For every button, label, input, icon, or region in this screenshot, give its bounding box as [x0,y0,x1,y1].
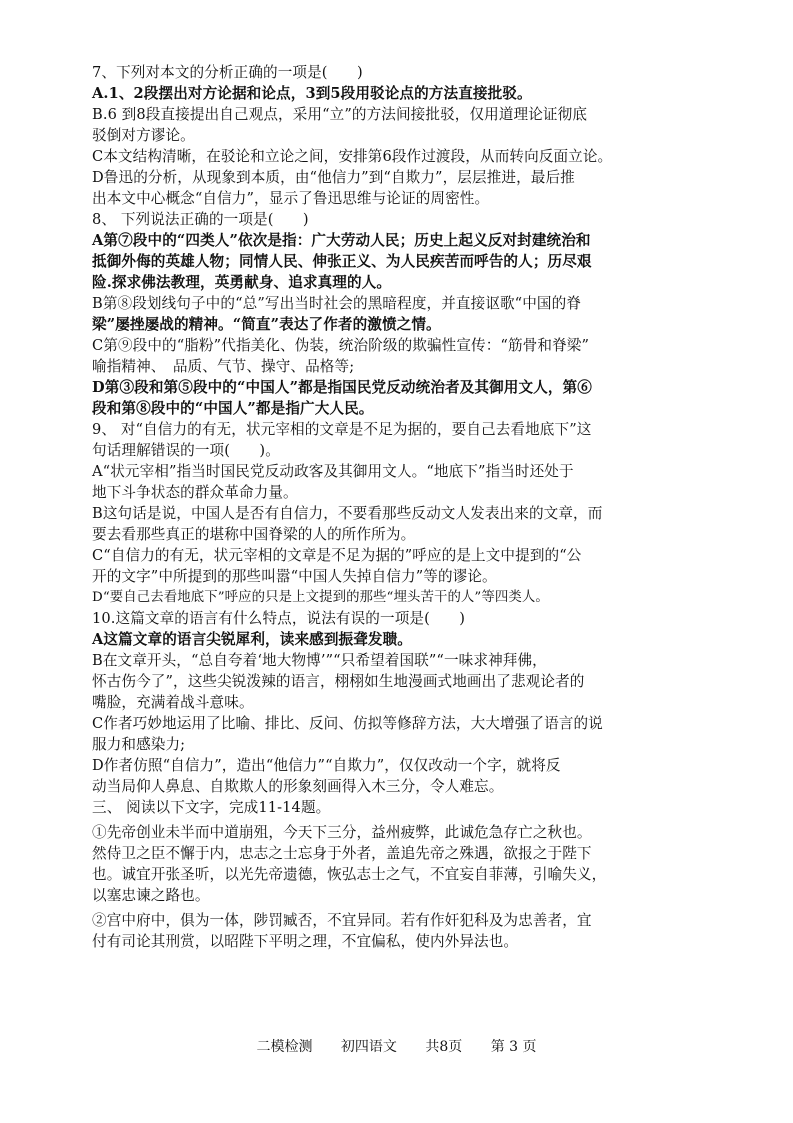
text-line: 动当局仰人鼻息、自欺欺人的形象刻画得入木三分，令人难忘。 [92,778,504,795]
text-line: B.6 到8段直接提出自己观点，采用“立”的方法间接批驳，仅用道理论证彻底 [92,106,588,123]
text-line: 付有司论其刑赏，以昭陛下平明之理，不宜偏私，使内外异法也。 [92,933,519,950]
text-line: ②宫中府中，俱为一体，陟罚臧否，不宜异同。若有作奸犯科及为忠善者，宜 [92,912,592,929]
text-line: D作者仿照“自信力”，造出“他信力”“自欺力”，仅仅改动一个字，就将反 [92,757,561,774]
text-line: 要去看那些真正的堪称中国脊梁的人的所作所为。 [92,526,416,543]
text-line: A这篇文章的语言尖锐犀利，读来感到振聋发聩。 [92,631,412,648]
question-text-block [92,62,710,952]
text-line: B第⑧段划线句子中的“总”写出当时社会的黑暗程度，并直接讴歌“中国的脊 [92,295,582,312]
text-line: ①先帝创业未半而中道崩殂，今天下三分，益州疲弊，此诚危急存亡之秋也。 [92,824,592,841]
text-line: 三、 阅读以下文字，完成11-14题。 [92,799,331,816]
footer-page-number: 第 3 页 [490,1039,537,1055]
document-body [92,62,710,952]
text-line: A.1、2段摆出对方论据和论点，3到5段用驳论点的方法直接批驳。 [92,85,532,102]
text-line: A“状元宰相”指当时国民党反动政客及其御用文人。“地底下”指当时还处于 [92,463,574,480]
text-line: 地下斗争状态的群众革命力量。 [92,484,298,501]
text-line: 段和第⑧段中的“中国人”都是指广大人民。 [92,400,374,417]
text-line: 出本文中心概念“自信力”，显示了鲁迅思维与论证的周密性。 [92,190,490,207]
text-line: D鲁迅的分析，从现象到本质，由“他信力”到“自欺力”，层层推进，最后推 [92,169,575,186]
text-line: 梁”屡挫屡战的精神。“简直”表达了作者的激愤之情。 [92,316,441,333]
text-line: 喻指精神、 品质、气节、操守、品格等; [92,358,355,375]
text-line: 10.这篇文章的语言有什么特点，说法有误的一项是( ) [92,610,466,627]
page-footer [0,1036,793,1056]
text-line: B这句话是说，中国人是否有自信力，不要看那些反动文人发表出来的文章，而 [92,505,603,522]
text-line: 9、 对“自信力的有无，状元宰相的文章是不足为据的，要自己去看地底下”这 [92,421,592,438]
footer-subject: 初四语文 [340,1039,397,1055]
text-line: 以塞忠谏之路也。 [92,887,210,904]
text-line: 驳倒对方谬论。 [92,127,195,144]
text-line: 7、下列对本文的分析正确的一项是( ) [92,64,363,81]
text-line: 服力和感染力; [92,736,186,753]
text-line: 8、 下列说法正确的一项是( ) [92,211,309,228]
text-line: 也。诚宜开张圣听，以光先帝遗德，恢弘志士之气，不宜妄自菲薄，引喻失义， [92,866,607,883]
text-line: 怀古伤今了”，这些尖锐泼辣的语言，栩栩如生地漫画式地画出了悲观论者的 [92,673,585,690]
text-line: B在文章开头，“总自夸着‘地大物博’”“只希望着国联”“一味求神拜佛， [92,652,547,669]
text-line: 然侍卫之臣不懈于内，忠志之士忘身于外者，盖追先帝之殊遇，欲报之于陛下 [92,845,592,862]
footer-exam: 二模检测 [256,1039,313,1055]
text-line: 抵御外侮的英雄人物；同情人民、伸张正义、为人民疾苦而呼告的人；历尽艰 [92,253,592,270]
text-line: 嘴脸，充满着战斗意味。 [92,694,254,711]
text-line: C“自信力的有无，状元宰相的文章是不足为据的”呼应的是上文中提到的“公 [92,547,582,564]
text-line: D第③段和第⑤段中的“中国人”都是指国民党反动统治者及其御用文人，第⑥ [92,379,592,396]
text-line: C本文结构清晰，在驳论和立论之间，安排第6段作过渡段，从而转向反面立论。 [92,148,613,165]
text-line: D“要自己去看地底下”呼应的只是上文提到的那些“埋头苦干的人”等四类人。 [92,590,549,605]
text-line: 险.探求佛法教理，英勇献身、追求真理的人。 [92,274,392,291]
text-line: 句话理解错误的一项( )。 [92,442,280,459]
text-line: C第⑨段中的“脂粉”代指美化、伪装，统治阶级的欺骗性宣传：“筋骨和脊梁” [92,337,590,354]
text-line: C作者巧妙地运用了比喻、排比、反问、仿拟等修辞方法，大大增强了语言的说 [92,715,603,732]
text-line: A第⑦段中的“四类人”依次是指：广大劳动人民；历史上起义反对封建统治和 [92,232,591,249]
footer-total-pages: 共8页 [425,1039,463,1055]
text-line: 开的文字”中所提到的那些叫嚣“中国人失掉自信力”等的谬论。 [92,568,497,585]
